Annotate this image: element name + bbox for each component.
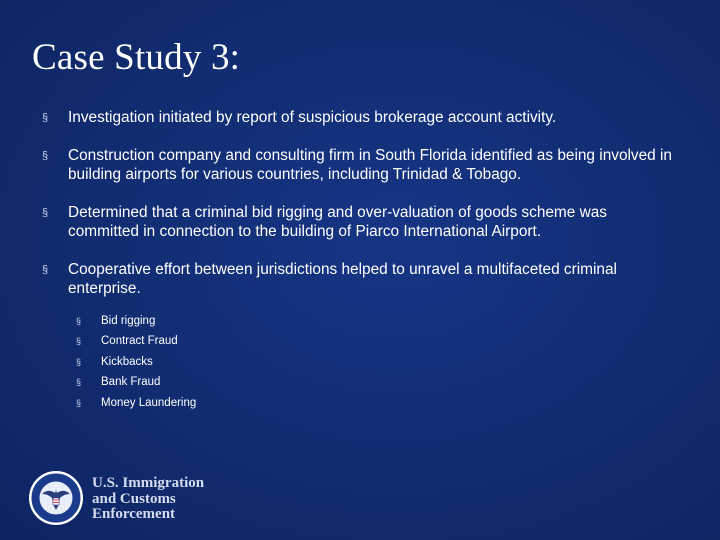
sub-bullet-text: Bank Fraud	[101, 376, 161, 388]
sub-bullet-item	[76, 311, 682, 332]
bullet-item	[42, 146, 682, 185]
bullet-icon: §	[42, 149, 49, 162]
sub-bullet-icon: §	[76, 356, 82, 367]
sub-bullet-icon: §	[76, 315, 82, 326]
bullet-list	[42, 108, 682, 431]
bullet-icon: §	[42, 206, 49, 219]
dhs-seal-icon	[28, 470, 84, 526]
sub-bullet-item	[76, 352, 682, 373]
bullet-text: Determined that a criminal bid rigging and over-valuation of goods scheme was committed in connection to the building of Piarco International Airport.	[68, 203, 607, 240]
sub-bullet-text: Bid rigging	[101, 314, 156, 327]
sub-bullet-text: Contract Fraud	[101, 335, 178, 347]
bullet-icon: §	[42, 263, 49, 276]
ice-logo	[28, 470, 228, 530]
bullet-text: Investigation initiated by report of suspicious brokerage account activity.	[68, 109, 557, 126]
bullet-text: Cooperative effort between jurisdictions helped to unravel a multifaceted criminal enterprise.	[68, 260, 617, 297]
bullet-item	[42, 203, 682, 242]
sub-bullet-icon: §	[76, 336, 82, 346]
bullet-item	[42, 260, 682, 414]
bullet-item	[42, 108, 682, 128]
agency-line-3: Enforcement	[92, 506, 176, 522]
sub-bullet-item	[76, 393, 682, 414]
bullet-text: Construction company and consulting firm in South Florida identified as being involved in building airports for various countries, including Trinidad & Tobago.	[68, 146, 672, 183]
agency-line-1: U.S. Immigration	[92, 475, 205, 491]
sub-bullet-icon: §	[76, 377, 82, 387]
sub-bullet-list	[68, 311, 682, 414]
bullet-icon: §	[42, 112, 49, 124]
slide-title: Case Study 3:	[32, 37, 241, 78]
sub-bullet-text: Money Laundering	[101, 396, 197, 409]
sub-bullet-icon: §	[76, 397, 82, 408]
agency-line-2: and Customs	[92, 490, 176, 507]
sub-bullet-item	[76, 372, 682, 393]
sub-bullet-text: Kickbacks	[101, 355, 153, 368]
agency-name	[92, 476, 232, 523]
sub-bullet-item	[76, 331, 682, 352]
